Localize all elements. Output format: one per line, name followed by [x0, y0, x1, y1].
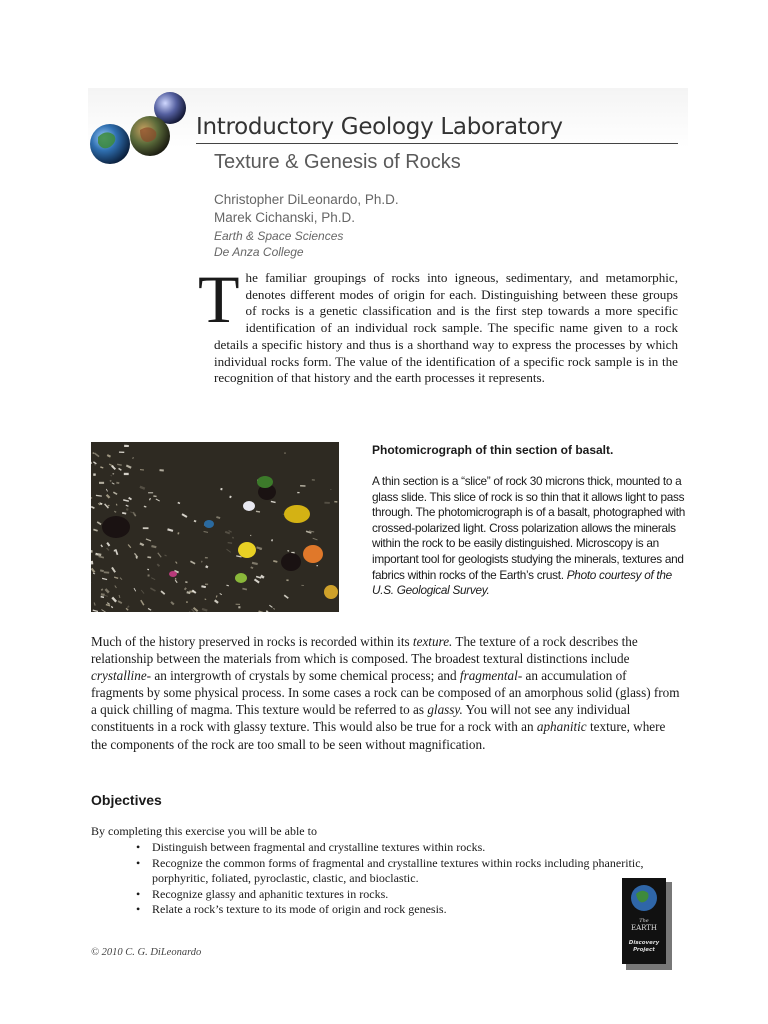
intro-text: he familiar groupings of rocks into igneous, sedimentary, and metamorphic, denotes different modes of origin for each. Distinguishing between these groups of rocks is a genetic classification and is the first step towards a more specific identification of an individual rock sample. The specific name given to a rock details a specific history and thus is a shorthand way to express the processes by which individual rocks form. The value of the identification of a specific rock sample is in the recognition of that history and the earth processes it represents.: [214, 270, 678, 386]
term-aphanitic: aphanitic: [536, 719, 587, 735]
globes-logo-icon: [88, 92, 198, 172]
series-title: Introductory Geology Laboratory: [196, 114, 563, 140]
figure-caption-text: A thin section is a “slice” of rock 30 microns thick, mounted to a glass slide. This slice of rock is so thin that it allows light to pass through. The photomicrograph is of a basalt, photographed with crossed-polarized light. Cross polarization allows the minerals within the rock to be easily distinguished. Microscopy is an important tool for geologists studying the minerals, textures and fabrics within rocks of the Earth’s crust.: [372, 474, 686, 582]
author-name: Christopher DiLeonardo, Ph.D.: [214, 192, 399, 207]
affiliation-department: Earth & Space Sciences: [214, 229, 344, 243]
book-cover-text: Project: [633, 947, 655, 953]
copyright-footer: © 2010 C. G. DiLeonardo: [91, 947, 202, 958]
objectives-heading: Objectives: [91, 792, 162, 808]
book-cover-text: EARTH: [630, 924, 658, 932]
list-item: • Relate a rock’s texture to its mode of origin and rock genesis.: [136, 902, 688, 918]
author-name: Marek Cichanski, Ph.D.: [214, 210, 356, 225]
list-item: • Distinguish between fragmental and crystalline textures within rocks.: [136, 840, 688, 856]
figure-credit: Photo courtesy of the U.S. Geological Survey.: [372, 567, 672, 598]
text-run: You will not see any individual constituents in a rock with glassy texture. This would also be true for a rock with an: [91, 702, 631, 735]
term-glassy: glassy.: [427, 702, 463, 718]
list-item: • Recognize glassy and aphanitic textures in rocks.: [136, 887, 688, 903]
text-run: - an intergrowth of crystals by some chemical process; and: [146, 668, 460, 684]
term-crystalline: crystalline: [91, 668, 147, 684]
basalt-photomicrograph: [91, 442, 339, 612]
page-title: Texture & Genesis of Rocks: [214, 151, 461, 173]
earth-discovery-project-book-icon: [622, 878, 672, 970]
intro-paragraph: [198, 261, 678, 387]
text-run: Much of the history preserved in rocks is recorded within its: [91, 634, 413, 649]
texture-paragraph: [91, 633, 681, 753]
term-texture: texture.: [412, 634, 453, 649]
book-cover-text: The: [639, 918, 649, 924]
objectives-list: [136, 840, 688, 918]
affiliation-college: De Anza College: [214, 245, 304, 259]
list-item: • Recognize the common forms of fragmental and crystalline textures within rocks including phaneritic, porphyritic, foliated, pyroclastic, clastic, and bioclastic.: [136, 856, 688, 887]
term-fragmental: fragmental: [459, 668, 518, 684]
figure-caption: [372, 474, 692, 599]
drop-cap: T: [198, 261, 240, 337]
book-cover-text: Discovery: [628, 940, 660, 946]
text-run: The texture of a rock describes the relationship between the materials from which is composed. The broadest textural distinctions include: [91, 634, 638, 667]
header-divider: [196, 143, 678, 144]
figure-caption-title: Photomicrograph of thin section of basalt.: [372, 443, 614, 457]
objectives-intro: By completing this exercise you will be able to: [91, 824, 317, 838]
text-run: - an accumulation of fragments by some physical process. In some cases a rock can be composed of an amorphous solid (glass) from a quick chilling of magma. This texture would be referred to as: [91, 668, 680, 718]
text-run: texture, where the components of the rock are too small to be seen without magnification.: [91, 719, 666, 752]
